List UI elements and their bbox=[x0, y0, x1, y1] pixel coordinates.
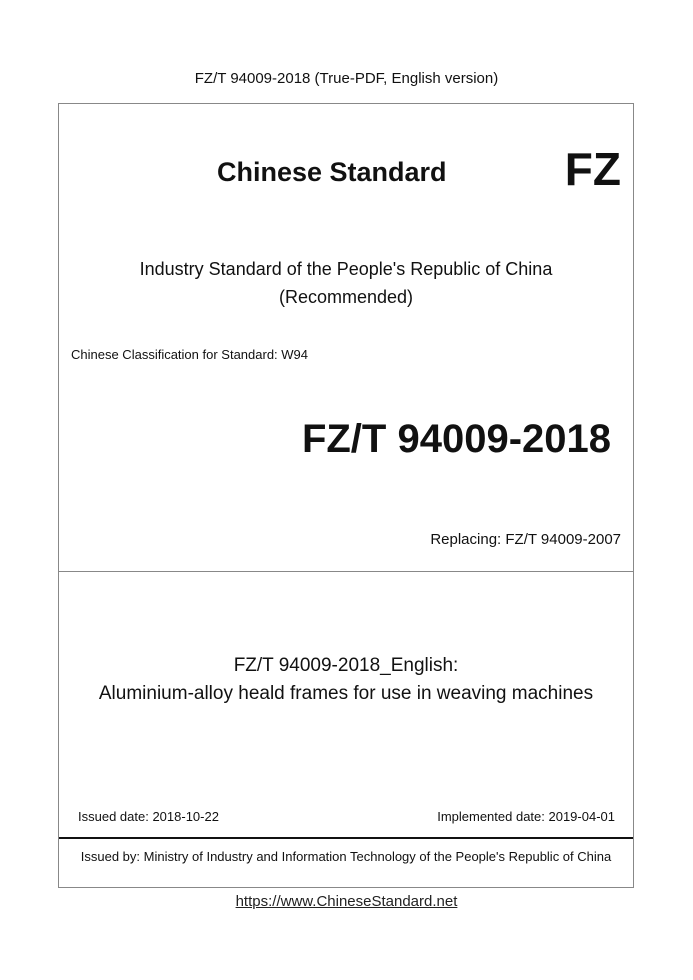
cover-top-section bbox=[59, 104, 633, 572]
fz-mark: FZ bbox=[564, 143, 621, 195]
document-title bbox=[59, 652, 633, 708]
page-header-title: FZ/T 94009-2018 (True-PDF, English version) bbox=[194, 70, 499, 87]
industry-line-2: (Recommended) bbox=[278, 287, 414, 307]
issued-by-text: Issued by: Ministry of Industry and Information Technology of the People's Republic of China bbox=[80, 849, 612, 864]
issued-date: Issued date: 2018-10-22 bbox=[78, 809, 219, 824]
footer-website-link[interactable]: https://www.ChineseStandard.net bbox=[235, 893, 458, 910]
title-line-1: FZ/T 94009-2018_English: bbox=[233, 655, 459, 676]
industry-line-1: Industry Standard of the People's Republic of China bbox=[139, 259, 553, 279]
classification-text: Chinese Classification for Standard: W94 bbox=[71, 347, 309, 362]
title-line-2: Aluminium-alloy heald frames for use in weaving machines bbox=[98, 683, 594, 704]
issued-by-box bbox=[59, 837, 633, 887]
chinese-standard-heading: Chinese Standard bbox=[217, 157, 447, 187]
implemented-date: Implemented date: 2019-04-01 bbox=[437, 809, 615, 824]
standard-code: FZ/T 94009-2018 bbox=[301, 417, 611, 461]
industry-standard-text bbox=[59, 255, 633, 311]
replacing-text: Replacing: FZ/T 94009-2007 bbox=[430, 531, 621, 548]
cover-frame bbox=[58, 103, 634, 888]
